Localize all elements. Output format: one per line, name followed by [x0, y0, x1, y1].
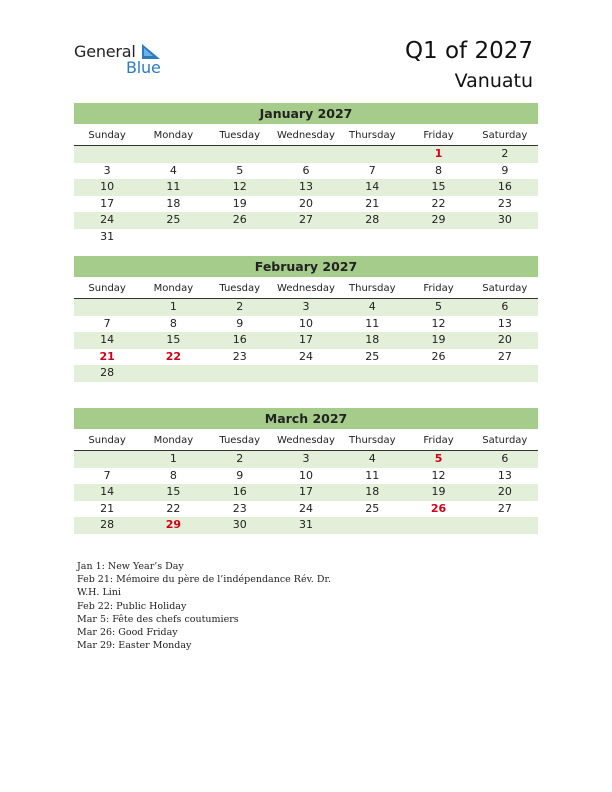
weekday-label: Thursday [349, 130, 396, 141]
day-cell: 30 [232, 518, 247, 531]
week-row [74, 196, 538, 213]
day-cell: 26 [232, 213, 247, 226]
week-row [74, 229, 538, 246]
weekday-label: Monday [153, 130, 194, 141]
day-cell: 28 [100, 518, 115, 531]
month-grid [74, 299, 538, 382]
empty-day-cell [207, 229, 273, 246]
day-cell: 17 [298, 485, 313, 498]
day-cell: 21 [365, 196, 380, 210]
weekday-header [74, 280, 538, 299]
day-cell: 14 [100, 333, 115, 346]
holiday-note: Mar 26: Good Friday [77, 626, 178, 638]
day-cell: 12 [232, 180, 247, 193]
day-cell: 22 [431, 196, 446, 210]
day-cell: 21 [99, 349, 115, 363]
day-cell: 11 [365, 316, 380, 330]
day-cell: 18 [365, 485, 380, 498]
day-cell: 9 [236, 468, 244, 482]
day-cell: 5 [435, 300, 443, 313]
day-cell: 26 [430, 501, 447, 515]
week-row [74, 517, 538, 534]
day-cell: 13 [298, 180, 313, 193]
empty-day-cell [339, 146, 405, 163]
empty-day-cell [140, 146, 206, 163]
day-cell: 29 [431, 213, 446, 226]
holiday-note: Feb 22: Public Holiday [77, 600, 187, 612]
logo-text-general: General [74, 42, 136, 61]
empty-day-cell [74, 299, 140, 316]
month-title: February 2027 [74, 256, 538, 277]
day-cell: 27 [298, 213, 313, 226]
day-cell: 17 [100, 196, 115, 210]
weekday-header [74, 432, 538, 451]
day-cell: 17 [298, 333, 313, 346]
day-cell: 12 [431, 316, 446, 330]
empty-day-cell [140, 229, 206, 246]
holiday-note: W.H. Lini [77, 587, 121, 599]
day-cell: 11 [166, 180, 181, 193]
day-cell: 4 [169, 163, 177, 177]
day-cell: 1 [169, 300, 177, 313]
page-title: Q1 of 2027 [404, 38, 533, 64]
weekday-label: Friday [423, 283, 454, 294]
day-cell: 16 [232, 333, 247, 346]
day-cell: 27 [497, 501, 512, 515]
weekday-label: Friday [423, 435, 454, 446]
empty-day-cell [339, 365, 405, 382]
weekday-label: Tuesday [219, 130, 261, 141]
weekday-label: Wednesday [277, 130, 335, 141]
empty-day-cell [207, 365, 273, 382]
day-cell: 25 [365, 501, 380, 515]
logo-text-blue: Blue [126, 58, 161, 77]
day-cell: 9 [501, 163, 509, 177]
empty-day-cell [74, 451, 140, 468]
weekday-label: Thursday [349, 435, 396, 446]
day-cell: 5 [236, 163, 244, 177]
day-cell: 14 [365, 180, 380, 193]
empty-day-cell [472, 517, 538, 534]
empty-day-cell [140, 365, 206, 382]
holiday-note: Jan 1: New Year’s Day [77, 561, 184, 572]
day-cell: 14 [100, 485, 115, 498]
weekday-label: Tuesday [219, 435, 261, 446]
day-cell: 3 [103, 163, 111, 177]
day-cell: 7 [103, 316, 111, 330]
day-cell: 29 [165, 518, 182, 531]
empty-day-cell [339, 517, 405, 534]
weekday-label: Wednesday [277, 435, 335, 446]
weekday-label: Saturday [482, 435, 528, 446]
weekday-label: Wednesday [277, 283, 335, 294]
weekday-label: Sunday [88, 130, 126, 141]
week-row [74, 468, 538, 485]
day-cell: 10 [298, 316, 313, 330]
day-cell: 15 [166, 333, 181, 346]
day-cell: 24 [298, 349, 313, 363]
week-row [74, 212, 538, 229]
week-row [74, 316, 538, 333]
week-row [74, 179, 538, 196]
day-cell: 30 [497, 213, 512, 226]
day-cell: 15 [431, 180, 446, 193]
day-cell: 16 [232, 485, 247, 498]
day-cell: 1 [169, 452, 177, 465]
week-row [74, 299, 538, 316]
empty-day-cell [472, 365, 538, 382]
day-cell: 24 [298, 501, 313, 515]
day-cell: 16 [497, 180, 512, 193]
empty-day-cell [207, 146, 273, 163]
empty-day-cell [273, 146, 339, 163]
day-cell: 10 [298, 468, 313, 482]
day-cell: 20 [298, 196, 313, 210]
week-row [74, 349, 538, 366]
day-cell: 23 [232, 501, 247, 515]
weekday-label: Monday [153, 283, 194, 294]
day-cell: 18 [166, 196, 181, 210]
day-cell: 28 [365, 213, 380, 226]
day-cell: 31 [100, 229, 115, 243]
day-cell: 20 [497, 485, 512, 498]
week-row [74, 365, 538, 382]
empty-day-cell [273, 229, 339, 246]
holiday-note: Mar 29: Easter Monday [77, 640, 192, 652]
weekday-label: Saturday [482, 130, 528, 141]
day-cell: 2 [501, 147, 509, 160]
empty-day-cell [273, 365, 339, 382]
day-cell: 2 [236, 300, 244, 313]
week-row [74, 484, 538, 501]
day-cell: 2 [236, 452, 244, 465]
empty-day-cell [74, 146, 140, 163]
empty-day-cell [405, 229, 471, 246]
day-cell: 7 [103, 468, 111, 482]
month-grid [74, 146, 538, 245]
weekday-label: Monday [153, 435, 194, 446]
day-cell: 1 [434, 147, 443, 160]
month-calendar-february [74, 256, 538, 382]
day-cell: 23 [232, 349, 247, 363]
month-grid [74, 451, 538, 534]
month-calendar-march [74, 408, 538, 534]
week-row [74, 146, 538, 163]
day-cell: 21 [100, 501, 115, 515]
weekday-label: Sunday [88, 283, 126, 294]
day-cell: 25 [166, 213, 181, 226]
week-row [74, 332, 538, 349]
day-cell: 5 [434, 452, 443, 465]
day-cell: 31 [298, 518, 313, 531]
day-cell: 6 [501, 300, 509, 313]
day-cell: 4 [368, 300, 376, 313]
day-cell: 15 [166, 485, 181, 498]
day-cell: 8 [435, 163, 443, 177]
weekday-label: Friday [423, 130, 454, 141]
week-row [74, 163, 538, 180]
month-calendar-january [74, 103, 538, 245]
country-name: Vanuatu [454, 70, 533, 92]
day-cell: 13 [497, 468, 512, 482]
month-title: January 2027 [74, 103, 538, 124]
day-cell: 8 [169, 316, 177, 330]
weekday-label: Saturday [482, 283, 528, 294]
day-cell: 3 [302, 452, 310, 465]
day-cell: 9 [236, 316, 244, 330]
day-cell: 19 [431, 333, 446, 346]
week-row [74, 451, 538, 468]
day-cell: 26 [431, 349, 446, 363]
holiday-notes [77, 560, 331, 652]
day-cell: 18 [365, 333, 380, 346]
week-row [74, 501, 538, 518]
holiday-note: Feb 21: Mémoire du père de l’indépendance Rév. Dr. [77, 574, 331, 586]
day-cell: 23 [497, 196, 512, 210]
day-cell: 13 [497, 316, 512, 330]
day-cell: 19 [431, 485, 446, 498]
day-cell: 27 [497, 349, 512, 363]
weekday-label: Tuesday [219, 283, 261, 294]
day-cell: 6 [501, 452, 509, 465]
day-cell: 28 [100, 366, 115, 379]
day-cell: 12 [431, 468, 446, 482]
month-title: March 2027 [74, 408, 538, 429]
day-cell: 22 [166, 501, 181, 515]
day-cell: 6 [302, 163, 310, 177]
day-cell: 11 [365, 468, 380, 482]
holiday-note: Mar 5: Fête des chefs coutumiers [77, 613, 239, 625]
day-cell: 10 [100, 180, 115, 193]
day-cell: 4 [368, 452, 376, 465]
empty-day-cell [405, 517, 471, 534]
empty-day-cell [339, 229, 405, 246]
generalblue-logo [74, 42, 184, 82]
day-cell: 7 [368, 163, 376, 177]
weekday-label: Sunday [88, 435, 126, 446]
day-cell: 3 [302, 300, 310, 313]
day-cell: 19 [232, 196, 247, 210]
weekday-label: Thursday [349, 283, 396, 294]
day-cell: 22 [165, 349, 182, 363]
empty-day-cell [405, 365, 471, 382]
weekday-header [74, 127, 538, 146]
day-cell: 24 [100, 213, 115, 226]
day-cell: 20 [497, 333, 512, 346]
empty-day-cell [472, 229, 538, 246]
day-cell: 8 [169, 468, 177, 482]
day-cell: 25 [365, 349, 380, 363]
